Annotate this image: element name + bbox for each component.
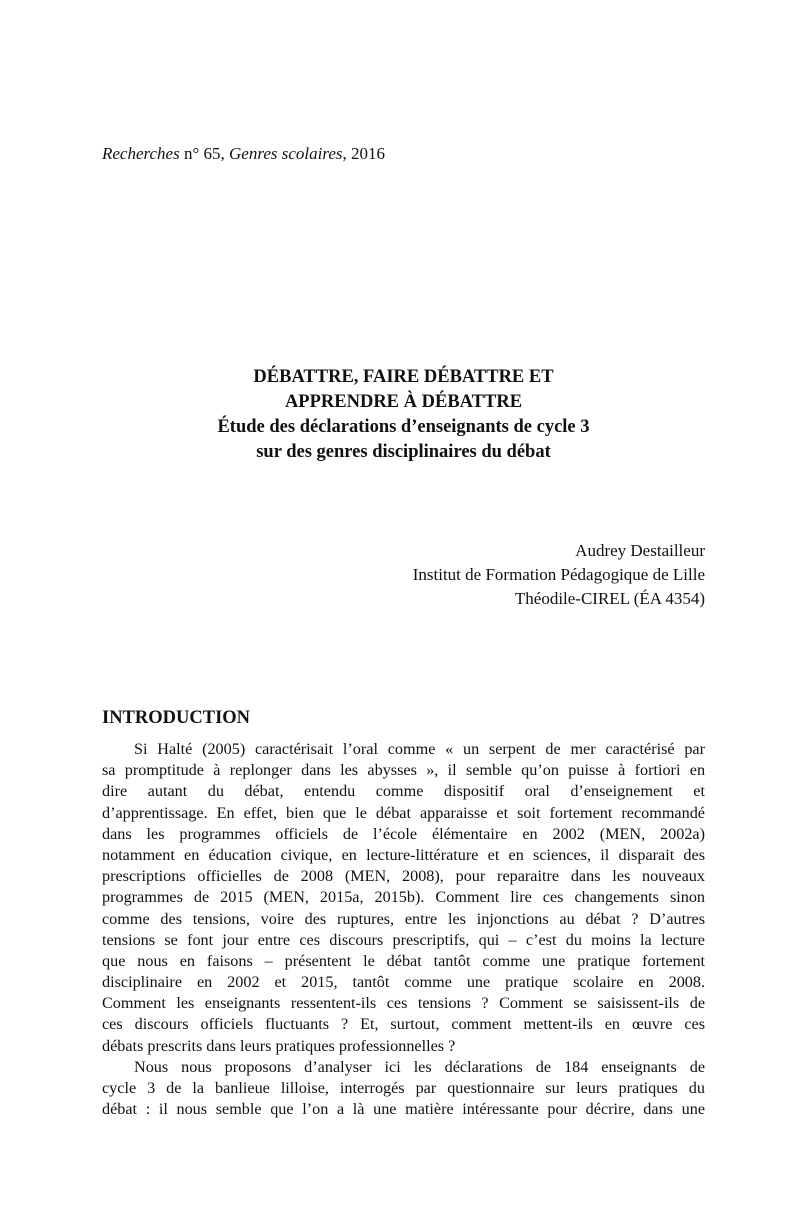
text-line: Nous nous proposons d’analyser ici les déclarations de 184 enseignants de: [134, 1057, 706, 1076]
publication-year: , 2016: [342, 144, 386, 163]
paragraph-1: [102, 739, 705, 1057]
text-line: disciplinaire en 2002 et 2015, tantôt comme une pratique scolaire en 2008.: [102, 973, 706, 992]
subtitle-line-2: sur des genres disciplinaires du débat: [256, 442, 551, 462]
text-line: prescriptions officielles de 2008 (MEN, 2008), pour reparaitre dans les nouveaux: [102, 867, 705, 886]
subtitle-line-1: Étude des déclarations d’enseignants de cycle 3: [217, 417, 590, 437]
title-line-2: APPRENDRE À DÉBATTRE: [284, 392, 523, 412]
paragraph-2: [102, 1057, 705, 1121]
body-text: [102, 739, 705, 1120]
author-lab: Théodile-CIREL (ÉA 4354): [514, 589, 705, 608]
text-line: sa promptitude à replonger dans les abysses », il semble qu’on puisse à fortiori en: [102, 761, 706, 780]
text-line: comme des tensions, voire des ruptures, entre les injonctions au débat ? D’autres: [102, 909, 705, 928]
title-line-1: DÉBATTRE, FAIRE DÉBATTRE ET: [253, 367, 554, 387]
text-line: que nous en faisons – présentent le débat tantôt comme une pratique fortement: [102, 951, 706, 970]
text-line: programmes de 2015 (MEN, 2015a, 2015b). Comment lire ces changements sinon: [102, 888, 706, 907]
text-line: débat : il nous semble que l’on a là une matière intéressante pour décrire, dans une: [102, 1100, 705, 1119]
article-title: [102, 365, 705, 465]
issue-theme: Genres scolaires: [229, 144, 343, 163]
text-line: d’apprentissage. En effet, bien que le débat apparaisse et soit fortement recommandé: [102, 803, 705, 822]
section-heading: INTRODUCTION: [102, 708, 251, 728]
text-line: dire autant du débat, entendu comme dispositif oral d’enseignement et: [102, 782, 705, 801]
text-line: ces discours officiels fluctuants ? Et, surtout, comment mettent-ils en œuvre ces: [102, 1015, 706, 1034]
author-name: Audrey Destailleur: [575, 541, 705, 560]
journal-name: Recherches: [102, 144, 180, 163]
text-line: débats prescrits dans leurs pratiques professionnelles ?: [102, 1036, 456, 1055]
running-header: [102, 143, 385, 165]
text-line: dans les programmes officiels de l’école élémentaire en 2002 (MEN, 2002a): [102, 824, 705, 843]
journal-issue-number: n° 65,: [179, 144, 230, 163]
text-line: Si Halté (2005) caractérisait l’oral comme « un serpent de mer caractérisé par: [134, 740, 705, 758]
author-institution: Institut de Formation Pédagogique de Lille: [412, 565, 705, 584]
author-block: [300, 539, 705, 611]
text-line: cycle 3 de la banlieue lilloise, interrogés par questionnaire sur leurs pratiques du: [102, 1079, 705, 1097]
text-line: notamment en éducation civique, en lecture-littérature et en sciences, il disparait des: [102, 845, 705, 864]
text-line: tensions se font jour entre ces discours prescriptifs, qui – c’est du moins la lecture: [102, 930, 705, 949]
text-line: Comment les enseignants ressentent-ils ces tensions ? Comment se saisissent-ils de: [102, 994, 705, 1013]
